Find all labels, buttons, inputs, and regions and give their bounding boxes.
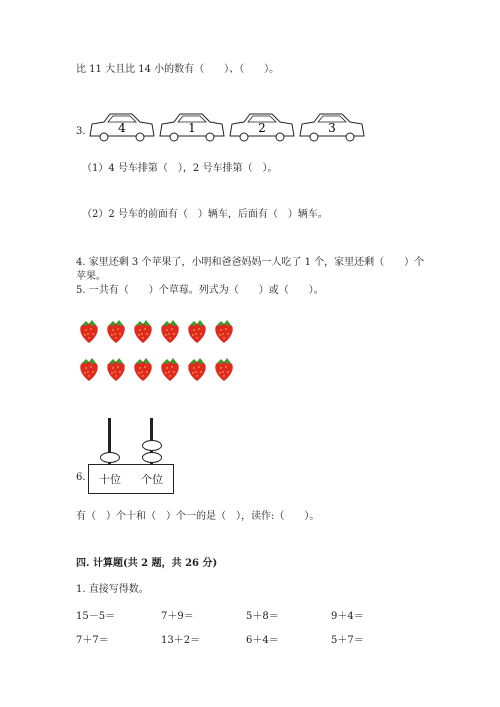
ones-place-label: 个位	[141, 473, 163, 486]
strawberry-row	[78, 356, 235, 382]
question-6-number: 6.	[76, 472, 86, 483]
strawberries-illustration	[78, 318, 235, 394]
question-numbers-between: 比 11 大且比 14 小的数有（ ）、（ ）。	[76, 64, 280, 75]
strawberry-icon	[78, 318, 100, 344]
strawberry-icon	[132, 356, 154, 382]
abacus-place-box	[88, 464, 174, 494]
car-number-label: 1	[188, 121, 196, 135]
section-4-heading: 四. 计算题(共 2 题，共 26 分)	[76, 558, 218, 569]
question-4-line-2: 苹果。	[76, 271, 106, 282]
strawberry-row	[78, 318, 235, 344]
strawberry-icon	[132, 318, 154, 344]
abacus-bead	[142, 452, 162, 463]
strawberry-icon	[105, 356, 127, 382]
calc-row-2	[76, 631, 416, 646]
tens-place-label: 十位	[99, 473, 121, 486]
calc-item: 6＋4＝	[246, 635, 279, 646]
abacus-bead	[142, 440, 162, 451]
calc-item: 9＋4＝	[331, 611, 364, 622]
car-number-label: 3	[328, 121, 336, 135]
strawberry-icon	[159, 318, 181, 344]
car-number-label: 2	[258, 121, 266, 135]
car-number-label: 4	[118, 121, 126, 135]
strawberry-icon	[186, 318, 208, 344]
car-icon	[300, 114, 364, 141]
calc-item: 5＋7＝	[331, 635, 364, 646]
section-4-subquestion: 1. 直接写得数。	[76, 584, 149, 595]
car-icon	[230, 114, 294, 141]
question-3-number: 3.	[76, 126, 86, 137]
question-3-part-1: （1）4 号车排第（ ），2 号车排第（ ）。	[82, 163, 278, 174]
calc-item: 13＋2＝	[161, 635, 201, 646]
strawberry-icon	[105, 318, 127, 344]
abacus-illustration	[88, 416, 174, 496]
question-4-line-1: 4. 家里还剩 3 个苹果了，小明和爸爸妈妈一人吃了 1 个，家里还剩（ ）个	[76, 257, 425, 268]
question-3-part-2: （2）2 号车的前面有（ ）辆车，后面有（ ）辆车。	[82, 209, 328, 220]
calc-item: 7＋7＝	[76, 635, 109, 646]
abacus-bead	[100, 452, 120, 463]
car-icon	[160, 114, 224, 141]
calc-row-1	[76, 607, 416, 622]
calc-item: 15－5＝	[76, 611, 116, 622]
car-icon	[90, 114, 154, 141]
question-5-text: 5. 一共有（ ）个草莓。列式为（ ）或（ ）。	[76, 285, 324, 296]
strawberry-icon	[159, 356, 181, 382]
question-6-text: 有（ ）个十和（ ）个一的是（ ），读作:（ ）。	[76, 511, 320, 522]
calc-item: 7＋9＝	[161, 611, 194, 622]
strawberry-icon	[213, 318, 235, 344]
strawberry-icon	[186, 356, 208, 382]
strawberry-icon	[213, 356, 235, 382]
cars-illustration	[88, 110, 368, 146]
strawberry-icon	[78, 356, 100, 382]
calc-item: 5＋8＝	[246, 611, 279, 622]
